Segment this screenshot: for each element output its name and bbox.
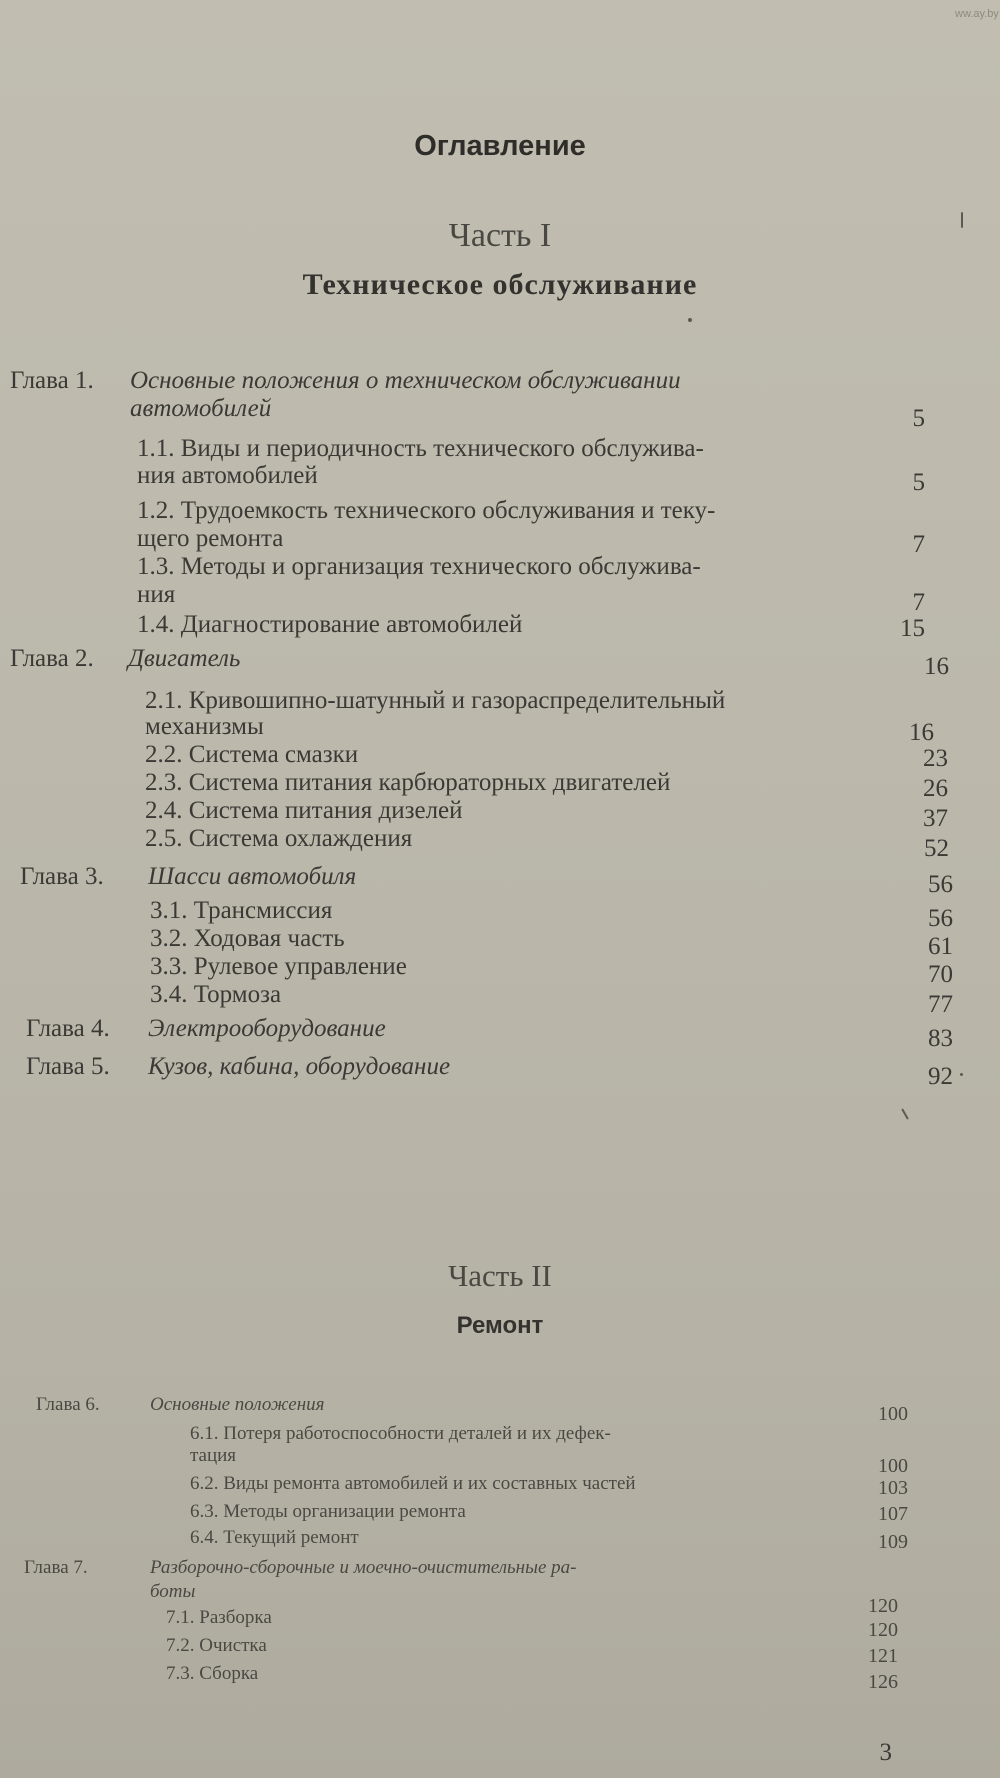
page-number: 103 (878, 1477, 908, 1499)
page-number: 92 (928, 1063, 953, 1090)
section-title: 2.1. Кривошипно-шатунный и газораспределительный (145, 687, 726, 714)
chapter-label: Глава 3. (20, 863, 104, 890)
page-number: 7 (912, 589, 925, 616)
chapter-label: Глава 1. (10, 367, 94, 394)
page-number: 77 (928, 991, 953, 1018)
page-number: 120 (868, 1619, 898, 1641)
footer-page-number: 3 (879, 1739, 892, 1766)
page-number: 16 (909, 719, 934, 746)
page-number: 7 (912, 531, 925, 558)
section-title: 2.5. Система охлаждения (145, 825, 413, 852)
section-title: 2.2. Система смазки (145, 741, 359, 768)
chapter-label: Глава 2. (10, 645, 94, 672)
section-title: 1.3. Методы и организация технического обслужива- (137, 553, 701, 580)
watermark: ww.ay.by (955, 8, 999, 20)
section-title: 7.2. Очистка (166, 1635, 267, 1656)
section-title: 3.3. Рулевое управление (150, 953, 407, 980)
page-number: 126 (868, 1671, 898, 1693)
page-number: 100 (878, 1455, 908, 1477)
ink-dot (960, 1073, 963, 1076)
page-number: 109 (878, 1531, 908, 1553)
page-number: 61 (928, 933, 953, 960)
page-number: 16 (924, 653, 949, 680)
page-number: 120 (868, 1595, 898, 1617)
chapter-title: Основные положения о техническом обслуживании (130, 367, 681, 394)
section-title-cont: щего ремонта (137, 525, 284, 552)
page-number: 26 (923, 775, 948, 802)
section-title: 3.1. Трансмиссия (150, 897, 333, 924)
section-title: 6.2. Виды ремонта автомобилей и их составных частей (190, 1473, 636, 1494)
page-number: 83 (928, 1025, 953, 1052)
page-number: 52 (924, 835, 949, 862)
chapter-label: Глава 4. (26, 1015, 110, 1042)
section-title: 2.3. Система питания карбюраторных двигателей (145, 769, 671, 796)
chapter-title: Разборочно-сборочные и моечно-очистительные ра- (150, 1557, 577, 1578)
section-title: 2.4. Система питания дизелей (145, 797, 463, 824)
section-title-cont: ния автомобилей (137, 462, 318, 489)
page-number: 56 (928, 871, 953, 898)
chapter-title: Двигатель (128, 645, 241, 672)
page-number: 121 (868, 1645, 898, 1667)
section-title: 1.1. Виды и периодичность технического обслужива- (137, 435, 704, 462)
chapter-title-cont: боты (150, 1581, 196, 1602)
ink-mark (901, 1108, 909, 1119)
chapter-label: Глава 6. (36, 1394, 100, 1415)
part2-title: Ремонт (456, 1312, 544, 1339)
section-title-cont: тация (190, 1445, 237, 1466)
section-title: 3.2. Ходовая часть (150, 925, 345, 952)
section-title: 1.4. Диагностирование автомобилей (137, 611, 523, 638)
chapter-title: Электрооборудование (148, 1015, 386, 1042)
section-title: 7.1. Разборка (166, 1607, 272, 1628)
chapter-title-cont: автомобилей (130, 395, 272, 422)
page-number: 37 (923, 805, 948, 832)
section-title: 1.2. Трудоемкость технического обслуживания и теку- (137, 497, 716, 524)
section-title: 7.3. Сборка (166, 1663, 259, 1684)
page-number: 70 (928, 961, 953, 988)
chapter-title: Шасси автомобиля (148, 863, 357, 890)
page-number: 56 (928, 905, 953, 932)
chapter-label: Глава 7. (24, 1557, 88, 1578)
page-number: 15 (900, 615, 925, 642)
chapter-title: Основные положения (150, 1394, 325, 1415)
part1-label: Часть I (448, 217, 552, 254)
page-number: 5 (912, 405, 925, 432)
section-title: 6.1. Потеря работоспособности деталей и их дефек- (190, 1423, 611, 1444)
chapter-title: Кузов, кабина, оборудование (148, 1053, 451, 1080)
ink-dot (688, 318, 692, 322)
section-title: 6.3. Методы организации ремонта (190, 1501, 466, 1522)
section-title-cont: ния (137, 581, 176, 608)
section-title: 3.4. Тормоза (150, 981, 282, 1008)
page-number: 107 (878, 1503, 908, 1525)
section-title-cont: механизмы (145, 713, 264, 740)
page-number: 23 (923, 745, 948, 772)
page-number: 100 (878, 1403, 908, 1425)
toc-title: Оглавление (414, 130, 586, 162)
section-title: 6.4. Текущий ремонт (190, 1527, 359, 1548)
part1-title: Техническое обслуживание (302, 268, 698, 301)
page-number: 5 (912, 469, 925, 496)
part2-label: Часть II (448, 1258, 552, 1293)
ink-mark (961, 212, 963, 228)
chapter-label: Глава 5. (26, 1053, 110, 1080)
